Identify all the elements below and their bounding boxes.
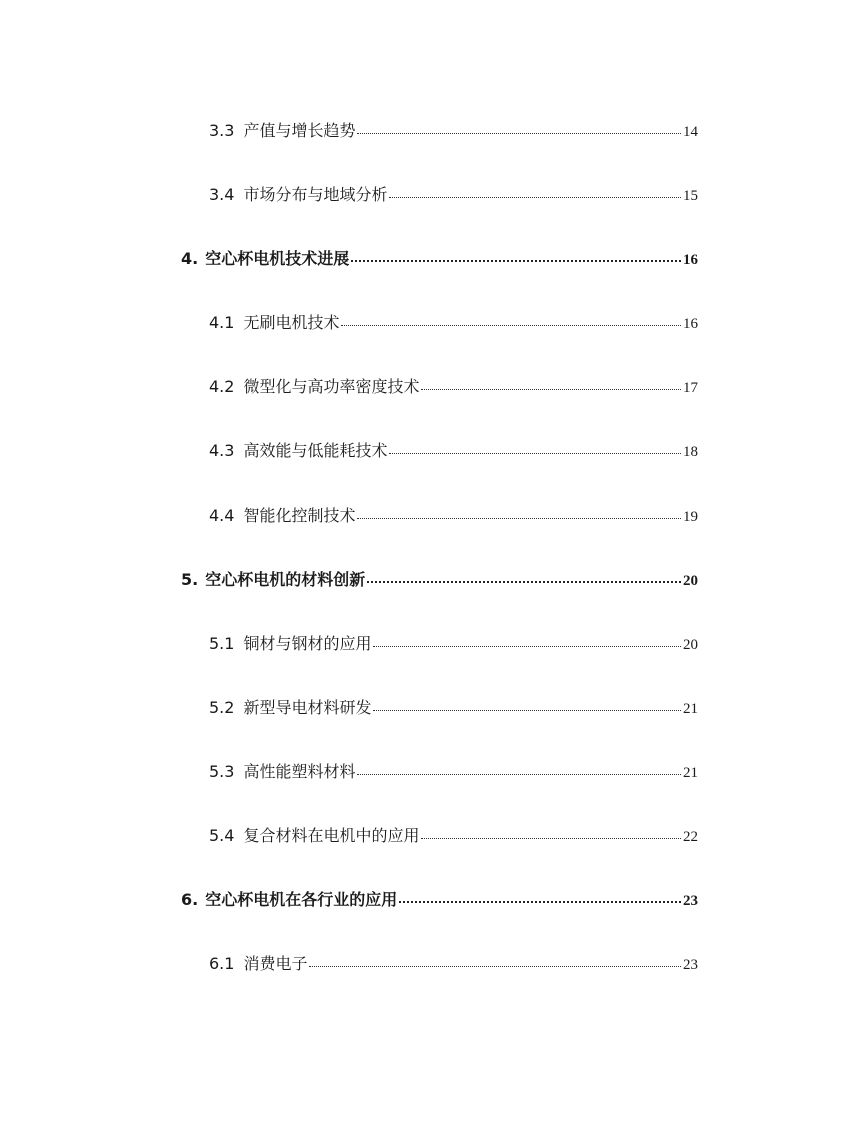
toc-leader-dots bbox=[341, 325, 681, 326]
toc-entry-4[interactable] bbox=[181, 246, 698, 268]
toc-entry-page: 20 bbox=[683, 573, 698, 589]
toc-entry-title: 高性能塑料材料 bbox=[243, 762, 356, 781]
toc-entry-title: 产值与增长趋势 bbox=[243, 121, 356, 140]
toc-entry-title: 高效能与低能耗技术 bbox=[243, 441, 388, 460]
toc-entry-number: 5.4 bbox=[209, 826, 235, 845]
toc-entry-5-2[interactable] bbox=[209, 695, 698, 717]
toc-entry-page: 15 bbox=[683, 188, 698, 204]
toc-entry-page: 16 bbox=[683, 316, 698, 332]
toc-entry-4-2[interactable] bbox=[209, 374, 698, 396]
toc-entry-title: 铜材与钢材的应用 bbox=[243, 634, 372, 653]
toc-entry-5-3[interactable] bbox=[209, 759, 698, 781]
toc-entry-number: 6.1 bbox=[209, 954, 235, 973]
toc-entry-5-1[interactable] bbox=[209, 631, 698, 653]
toc-entry-page: 14 bbox=[683, 124, 698, 140]
toc-entry-number: 3.3 bbox=[209, 121, 235, 140]
toc-leader-dots bbox=[373, 646, 681, 647]
toc-entry-page: 21 bbox=[683, 765, 698, 781]
toc-entry-3-3[interactable] bbox=[209, 118, 698, 140]
toc-entry-title: 空心杯电机技术进展 bbox=[205, 249, 350, 268]
toc-leader-dots bbox=[309, 966, 681, 967]
toc-entry-number: 4.3 bbox=[209, 441, 235, 460]
toc-leader-dots bbox=[367, 581, 681, 583]
toc-leader-dots bbox=[373, 710, 681, 711]
toc-entry-number: 5.3 bbox=[209, 762, 235, 781]
toc-leader-dots bbox=[351, 260, 681, 262]
toc-entry-page: 18 bbox=[683, 444, 698, 460]
toc-leader-dots bbox=[421, 389, 681, 390]
toc-leader-dots bbox=[389, 197, 681, 198]
toc-entry-5[interactable] bbox=[181, 567, 698, 589]
toc-entry-number: 4.2 bbox=[209, 377, 235, 396]
toc-leader-dots bbox=[421, 838, 681, 839]
toc-entry-number: 3.4 bbox=[209, 185, 235, 204]
toc-entry-4-3[interactable] bbox=[209, 438, 698, 460]
toc-entry-6-1[interactable] bbox=[209, 951, 698, 973]
toc-entry-page: 16 bbox=[683, 252, 698, 268]
toc-entry-5-4[interactable] bbox=[209, 823, 698, 845]
toc-leader-dots bbox=[357, 774, 681, 775]
toc-entry-title: 市场分布与地域分析 bbox=[243, 185, 388, 204]
toc-entry-number: 6. bbox=[181, 890, 199, 909]
toc-entry-title: 空心杯电机的材料创新 bbox=[205, 570, 366, 589]
toc-entry-number: 5.2 bbox=[209, 698, 235, 717]
toc-entry-page: 19 bbox=[683, 509, 698, 525]
toc-entry-title: 复合材料在电机中的应用 bbox=[243, 826, 420, 845]
toc-entry-page: 23 bbox=[683, 893, 698, 909]
toc-leader-dots bbox=[357, 133, 681, 134]
toc-entry-title: 微型化与高功率密度技术 bbox=[243, 377, 420, 396]
toc-entry-number: 5.1 bbox=[209, 634, 235, 653]
toc-entry-title: 无刷电机技术 bbox=[243, 313, 340, 332]
toc-entry-6[interactable] bbox=[181, 887, 698, 909]
toc-entry-title: 新型导电材料研发 bbox=[243, 698, 372, 717]
toc-entry-number: 5. bbox=[181, 570, 199, 589]
toc-entry-page: 17 bbox=[683, 380, 698, 396]
toc-entry-4-4[interactable] bbox=[209, 503, 698, 525]
toc-entry-page: 23 bbox=[683, 957, 698, 973]
toc-entry-title: 消费电子 bbox=[243, 954, 308, 973]
toc-entry-number: 4. bbox=[181, 249, 199, 268]
toc-entry-page: 20 bbox=[683, 637, 698, 653]
toc-entry-4-1[interactable] bbox=[209, 310, 698, 332]
toc-entry-title: 智能化控制技术 bbox=[243, 506, 356, 525]
toc-entry-number: 4.1 bbox=[209, 313, 235, 332]
toc-entry-title: 空心杯电机在各行业的应用 bbox=[205, 890, 398, 909]
toc-entry-page: 21 bbox=[683, 701, 698, 717]
toc-entry-3-4[interactable] bbox=[209, 182, 698, 204]
toc-leader-dots bbox=[357, 518, 681, 519]
toc-leader-dots bbox=[399, 901, 681, 903]
toc-leader-dots bbox=[389, 453, 681, 454]
toc-entry-number: 4.4 bbox=[209, 506, 235, 525]
toc-entry-page: 22 bbox=[683, 829, 698, 845]
